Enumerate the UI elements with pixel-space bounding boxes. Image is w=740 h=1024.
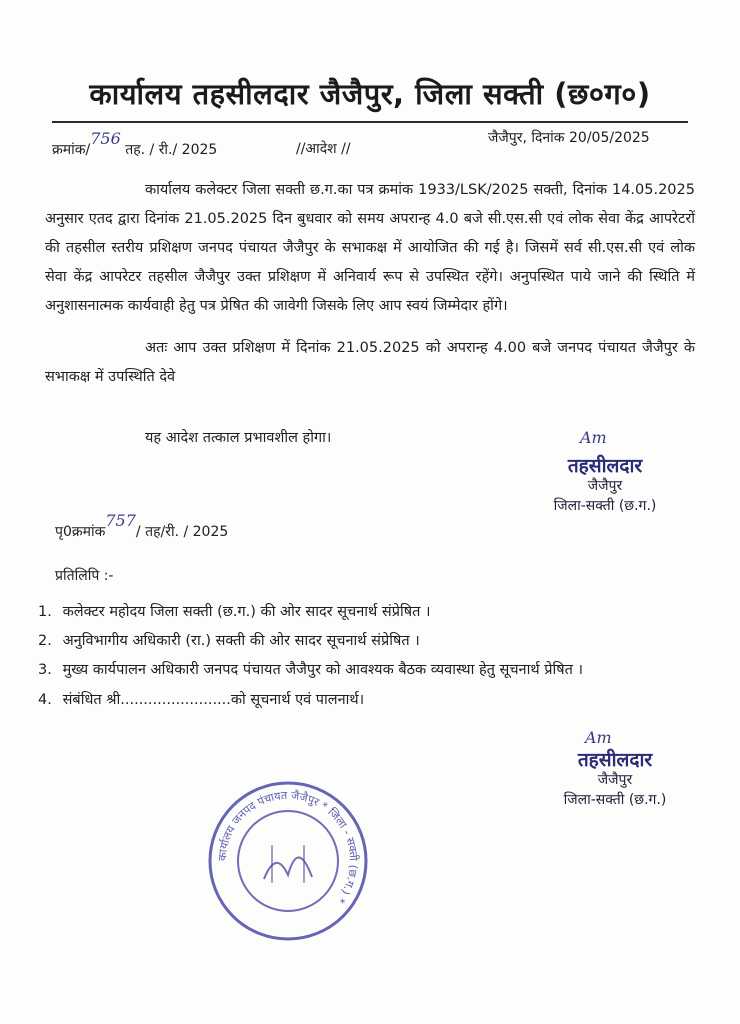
- signature-block-2: [540, 750, 690, 810]
- ref-handwritten-number: 756: [90, 129, 121, 148]
- title-underline: [52, 121, 688, 123]
- endorse-suffix: / तह/री. / 2025: [135, 524, 229, 540]
- ref-prefix: क्रमांक/: [52, 142, 91, 158]
- list-item: [38, 598, 698, 627]
- order-label: //आदेश //: [296, 141, 351, 157]
- body-paragraph-2: अतः आप उक्त प्रशिक्षण में दिनांक 21.05.2025 को अपरान्ह 4.00 बजे जनपद पंचायत जैजैपुर के सभाकक्ष में उपस्थिति देवे: [45, 340, 695, 385]
- place-date: जैजैपुर, दिनांक 20/05/2025: [488, 130, 650, 146]
- signatory-district: जिला-सक्ती (छ.ग.): [563, 792, 667, 808]
- endorse-handwritten-number: 757: [105, 511, 136, 530]
- endorsement-number: [55, 511, 229, 541]
- signature-initials-1: Am: [580, 428, 607, 447]
- list-item-text: संबंधित श्री........................को सूचनार्थ एवं पालनार्थ।: [62, 692, 365, 708]
- list-item-text: अनुविभागीय अधिकारी (रा.) सक्ती की ओर सादर सूचनार्थ संप्रेषित ।: [62, 633, 420, 649]
- body-paragraph-1: कार्यालय कलेक्टर जिला सक्ती छ.ग.का पत्र क्रमांक 1933/LSK/2025 सक्ती, दिनांक 14.05.2025 अनुसार एतद द्वारा दिनांक 21.05.2025 दिन बुधवार को समय अपरान्ह 4.0 बजे सी.एस.सी एवं लोक सेवा केंद्र आपरेटरों की तहसील स्तरीय प्रशिक्षण जनपद पंचायत जैजैपुर के सभाकक्ष में आयोजित की गई है। जिसमें सर्व सी.एस.सी एवं लोक सेवा केंद्र आपरेटर तहसील जैजैपुर उक्त प्रशिक्षण में अनिवार्य रूप से उपस्थित रहेंगे। अनुपस्थित पाये जाने की स्थिति में अनुशासनात्मक कार्यवाही हेतु पत्र प्रेषित की जावेगी जिसके लिए आप स्वयं जिम्मेदार होंगे।: [45, 182, 695, 314]
- list-item: [38, 656, 698, 686]
- list-item: [38, 686, 698, 715]
- list-item-number: 1.: [38, 604, 52, 620]
- body-paragraph-3: यह आदेश तत्काल प्रभावशील होगा।: [145, 430, 332, 446]
- signatory-district: जिला-सक्ती (छ.ग.): [553, 498, 657, 514]
- signatory-place: जैजैपुर: [597, 772, 633, 788]
- seal-ring-text: कार्यालय जनपद पंचायत जैजैपुर * जिला - सक्ती (छ.ग.) *: [215, 788, 361, 906]
- copies-list: [38, 598, 698, 715]
- official-seal-icon: [206, 779, 370, 943]
- list-item-number: 3.: [38, 662, 52, 678]
- list-item: [38, 627, 698, 656]
- list-item-number: 4.: [38, 692, 52, 708]
- list-item-text: मुख्य कार्यपालन अधिकारी जनपद पंचायत जैजैपुर को आवश्यक बैठक व्यवास्था हेतु सूचनार्थ प्रेषित ।: [62, 662, 583, 678]
- signatory-role: तहसीलदार: [567, 455, 643, 477]
- endorse-prefix: पृ0क्रमांक: [55, 524, 106, 540]
- copies-heading: प्रतिलिपि :-: [55, 568, 114, 584]
- list-item-number: 2.: [38, 633, 52, 649]
- signatory-role: तहसीलदार: [577, 749, 653, 771]
- signature-block-1: [530, 456, 680, 516]
- signatory-place: जैजैपुर: [587, 478, 623, 494]
- ref-suffix: तह. / री./ 2025: [125, 142, 218, 158]
- list-item-text: कलेक्टर महोदय जिला सक्ती (छ.ग.) की ओर सादर सूचनार्थ संप्रेषित ।: [62, 604, 431, 620]
- reference-number: [52, 129, 218, 159]
- office-title: कार्यालय तहसीलदार जैजैपुर, जिला सक्ती (छ०ग०): [89, 77, 651, 111]
- signature-initials-2: Am: [585, 728, 612, 747]
